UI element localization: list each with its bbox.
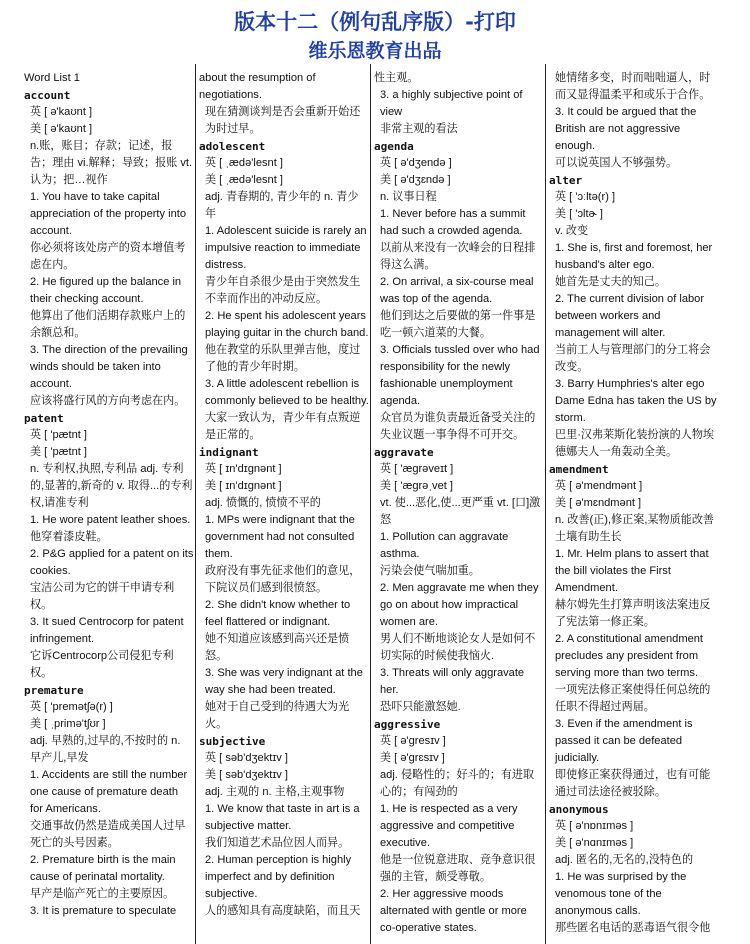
entry-text-line: 英 [ 'ægrəveɪt ]: [380, 463, 454, 475]
entry-text-line: 美 [ ə'nɑnɪməs ]: [555, 837, 634, 849]
entry-text-line: 美 [ ˌædə'lesnt ]: [205, 174, 283, 186]
entry-text-line: 1. He was surprised by the venomous tone of the anonymous calls.: [555, 871, 687, 917]
entry-text-line: 1. Adolescent suicide is rarely an impulsive reaction to immediate distress.: [205, 225, 367, 271]
entry-text-line: 男人们不断地谈论女人是如何不切实际的时候使我恼火.: [380, 633, 536, 662]
entry-text-line: adj. 早熟的,过早的,不按时的 n. 早产儿,早发: [30, 735, 181, 764]
word-entry-heading: aggravate: [374, 446, 434, 459]
entry-text-line: 美 [ 'ɔltɚ ]: [555, 208, 603, 220]
entry-text-line: v. 改变: [555, 225, 589, 237]
entry-text-line: 早产是临产死亡的主要原因。: [30, 888, 175, 900]
word-entry-heading: adolescent: [199, 140, 266, 153]
entry-text-line: 1. Accidents are still the number one cause of premature death for Americans.: [30, 769, 188, 815]
text-column-2: [199, 70, 369, 944]
entry-text-line: 青少年自杀很少是由于突然发生不幸而作出的冲动反应。: [205, 276, 361, 305]
entry-text-line: 2. Her aggressive moods alternated with gentle or more co-operative states.: [380, 888, 527, 934]
entry-text-line: 那些匿名电话的恶毒语气很令他: [555, 922, 711, 934]
entry-text-line: 英 [ 'pætnt ]: [30, 429, 87, 441]
entry-text-line: vt. 使...恶化,使...更严重 vt. [口]激怒: [380, 497, 541, 526]
entry-text-line: 美 [ 'ægrəˌvet ]: [380, 480, 454, 492]
entry-text-line: 赫尔姆先生打算声明该法案违反了宪法第一修正案。: [555, 599, 711, 628]
entry-text-line: 巴里·汉弗莱斯化装扮演的人物埃德娜夫人一角轰动全美。: [555, 429, 715, 458]
entry-text-line: 他穿着漆皮鞋。: [30, 531, 108, 543]
entry-text-line: 1. Never before has a summit had such a crowded agenda.: [380, 208, 526, 237]
entry-text-line: 她不知道应该感到高兴还是愤怒。: [205, 633, 350, 662]
entry-text-line: 2. He spent his adolescent years playing guitar in the church band.: [205, 310, 369, 339]
column-divider: [195, 64, 196, 944]
entry-text-line: 一项宪法修正案使得任何总统的任职不得超过两届。: [555, 684, 711, 713]
word-entry-heading: patent: [24, 412, 64, 425]
entry-text-line: 美 [ ɪn'dɪgnənt ]: [205, 480, 282, 492]
entry-text-line: 1. Mr. Helm plans to assert that the bill violates the First Amendment.: [555, 548, 709, 594]
entry-text-line: 3. It is premature to speculate: [30, 905, 177, 917]
word-entry-heading: indignant: [199, 446, 259, 459]
entry-text-line: 3. Officials tussled over who had responsibility for the newly fashionable unemployment agenda.: [380, 344, 540, 407]
entry-text-line: 2. The current division of labor between workers and management will alter.: [555, 293, 705, 339]
entry-text-line: 美 [ səb'dʒektɪv ]: [205, 769, 289, 781]
word-entry-heading: amendment: [549, 463, 609, 476]
entry-text-line: 当前工人与管理部门的分工将会改变。: [555, 344, 711, 373]
entry-text-line: 3. It sued Centrocorp for patent infringement.: [30, 616, 184, 645]
word-entry-heading: account: [24, 89, 71, 102]
entry-text-line: 他们到达之后要做的第一件事是吃一顿六道菜的大餐。: [380, 310, 536, 339]
entry-text-line: 2. Men aggravate me when they go on about how impractical women are.: [380, 582, 539, 628]
entry-text-line: 3. Barry Humphries's alter ego Dame Edna has taken the US by storm.: [555, 378, 717, 424]
word-entry-heading: aggressive: [374, 718, 441, 731]
entry-text-line: 美 [ ə'mɛndmənt ]: [555, 497, 642, 509]
entry-text-line: 政府没有事先征求他们的意见，下院议员们感到很愤怒。: [205, 565, 361, 594]
entry-text-line: adj. 主观的 n. 主格,主观事物: [205, 786, 345, 798]
entry-text-line: 1. He is respected as a very aggressive and competitive executive.: [380, 803, 518, 849]
document-title: 版本十二（例句乱序版）-打印: [234, 10, 516, 34]
entry-text-line: n. 议事日程: [380, 191, 437, 203]
entry-text-line: 污染会使气喘加重。: [380, 565, 480, 577]
entry-text-line: 2. She didn't know whether to feel flattered or indignant.: [205, 599, 351, 628]
column-divider: [545, 64, 546, 944]
document-subtitle: 维乐恩教育出品: [308, 40, 442, 62]
entry-text-line: 性主观。: [374, 72, 419, 84]
entry-text-line: 美 [ ə'grɛsɪv ]: [380, 752, 445, 764]
entry-text-line: 众官员为谁负责最近备受关注的失业议题一事争得不可开交。: [380, 412, 536, 441]
entry-text-line: 英 [ səb'dʒektɪv ]: [205, 752, 289, 764]
entry-text-line: 美 [ 'pætnt ]: [30, 446, 87, 458]
entry-text-line: 3. The direction of the prevailing winds should be taken into account.: [30, 344, 188, 390]
entry-text-line: 3. a highly subjective point of view: [380, 89, 523, 118]
entry-text-line: 1. You have to take capital appreciation of the property into account.: [30, 191, 187, 237]
column-divider: [370, 64, 371, 944]
entry-text-line: adj. 愤慨的, 愤愤不平的: [205, 497, 321, 509]
word-entry-heading: anonymous: [549, 803, 609, 816]
entry-text-line: 2. On arrival, a six-course meal was top of the agenda.: [380, 276, 534, 305]
entry-text-line: 你必须将该处房产的资本增值考虑在内。: [30, 242, 186, 271]
entry-text-line: 美 [ ə'kaʊnt ]: [30, 123, 93, 135]
entry-text-line: 他是一位锐意进取、竞争意识很强的主管，颇受尊敬。: [380, 854, 536, 883]
entry-text-line: 它诉Centrocorp公司侵犯专利权。: [30, 650, 174, 679]
entry-text-line: 3. A little adolescent rebellion is commonly believed to be healthy.: [205, 378, 369, 407]
entry-text-line: 她对于自己受到的待遇大为光火。: [205, 701, 350, 730]
entry-text-line: n.账，账目；存款；记述，报告；理由 vi.解释；导致；报账 vt.认为；把…视作: [30, 140, 193, 186]
entry-text-line: 英 [ 'ɔːltə(r) ]: [555, 191, 616, 203]
entry-text-line: 现在猜测谈判是否会重新开始还为时过早。: [205, 106, 361, 135]
entry-text-line: n. 专利权,执照,专利品 adj. 专利的,显著的,新奇的 v. 取得...的专利权,请准专利: [30, 463, 193, 509]
entry-text-line: 英 [ ˌædə'lesnt ]: [205, 157, 283, 169]
entry-text-line: 3. Even if the amendment is passed it can be defeated judicially.: [555, 718, 693, 764]
word-list-label: Word List 1: [24, 72, 80, 84]
word-entry-heading: alter: [549, 174, 583, 187]
entry-text-line: 美 [ ə'dʒɛndə ]: [380, 174, 451, 186]
entry-text-line: 英 [ ə'dʒendə ]: [380, 157, 452, 169]
entry-text-line: 英 [ 'premətʃə(r) ]: [30, 701, 113, 713]
text-column-3: [374, 70, 544, 944]
entry-text-line: 可以说英国人不够强势。: [555, 157, 678, 169]
entry-text-line: 恐吓只能激怒她.: [380, 701, 461, 713]
entry-text-line: 人的感知具有高度缺陷，而且天: [205, 905, 361, 917]
entry-text-line: 1. He wore patent leather shoes.: [30, 514, 191, 526]
entry-text-line: 1. MPs were indignant that the government had not consulted them.: [205, 514, 355, 560]
entry-text-line: 1. She is, first and foremost, her husband's alter ego.: [555, 242, 713, 271]
entry-text-line: 她首先是丈夫的知己。: [555, 276, 666, 288]
entry-text-line: 英 [ ə'kaʊnt ]: [30, 106, 93, 118]
entry-text-line: 2. Premature birth is the main cause of perinatal mortality.: [30, 854, 176, 883]
entry-text-line: 3. Threats will only aggravate her.: [380, 667, 525, 696]
entry-text-line: 英 [ ə'gresɪv ]: [380, 735, 446, 747]
entry-text-line: 2. Human perception is highly imperfect and by definition subjective.: [205, 854, 352, 900]
entry-text-line: 大家一致认为，青少年有点叛逆是正常的。: [205, 412, 361, 441]
entry-text-line: about the resumption of negotiations.: [199, 72, 316, 101]
entry-text-line: 即使修正案获得通过，也有可能通过司法途径被驳除。: [555, 769, 711, 798]
entry-text-line: 交通事故仍然是造成美国人过早死亡的头号因素。: [30, 820, 186, 849]
entry-text-line: 2. A constitutional amendment precludes any president from serving more than two terms.: [555, 633, 704, 679]
word-entry-heading: subjective: [199, 735, 266, 748]
entry-text-line: 1. We know that taste in art is a subjective matter.: [205, 803, 360, 832]
entry-text-line: 2. He figured up the balance in their checking account.: [30, 276, 182, 305]
entry-text-line: 应该将盛行风的方向考虑在内。: [30, 395, 186, 407]
entry-text-line: 英 [ ə'nɒnɪməs ]: [555, 820, 634, 832]
entry-text-line: adj. 侵略性的；好斗的；有进取心的；有闯劲的: [380, 769, 535, 798]
entry-text-line: n. 改善(正),修正案,某物质能改善土壤有助生长: [555, 514, 715, 543]
entry-text-line: 宝洁公司为它的饼干申请专利权。: [30, 582, 175, 611]
text-column-1: [24, 70, 194, 944]
text-column-4: [549, 70, 719, 944]
entry-text-line: 1. Pollution can aggravate asthma.: [380, 531, 509, 560]
entry-text-line: 英 [ ə'mendmənt ]: [555, 480, 643, 492]
entry-text-line: 他在教堂的乐队里弹吉他，度过了他的青少年时期。: [205, 344, 361, 373]
word-entry-heading: premature: [24, 684, 84, 697]
entry-text-line: 以前从来没有一次峰会的日程排得这么满。: [380, 242, 536, 271]
entry-text-line: 2. P&G applied for a patent on its cookies.: [30, 548, 194, 577]
entry-text-line: 美 [ ˌprimə'tʃʊr ]: [30, 718, 106, 730]
entry-text-line: 她情绪多变，时而咄咄逼人，时而又显得温柔平和或乐于合作。: [555, 72, 711, 101]
entry-text-line: 我们知道艺术品位因人而异。: [205, 837, 350, 849]
word-entry-heading: agenda: [374, 140, 414, 153]
entry-text-line: adj. 青春期的, 青少年的 n. 青少年: [205, 191, 359, 220]
entry-text-line: 他算出了他们活期存款账户上的余额总和。: [30, 310, 186, 339]
entry-text-line: adj. 匿名的,无名的,没特色的: [555, 854, 694, 866]
entry-text-line: 3. It could be argued that the British are not aggressive enough.: [555, 106, 697, 152]
entry-text-line: 3. She was very indignant at the way she had been treated.: [205, 667, 363, 696]
entry-text-line: 非常主观的看法: [380, 123, 458, 135]
entry-text-line: 英 [ ɪn'dɪgnənt ]: [205, 463, 282, 475]
